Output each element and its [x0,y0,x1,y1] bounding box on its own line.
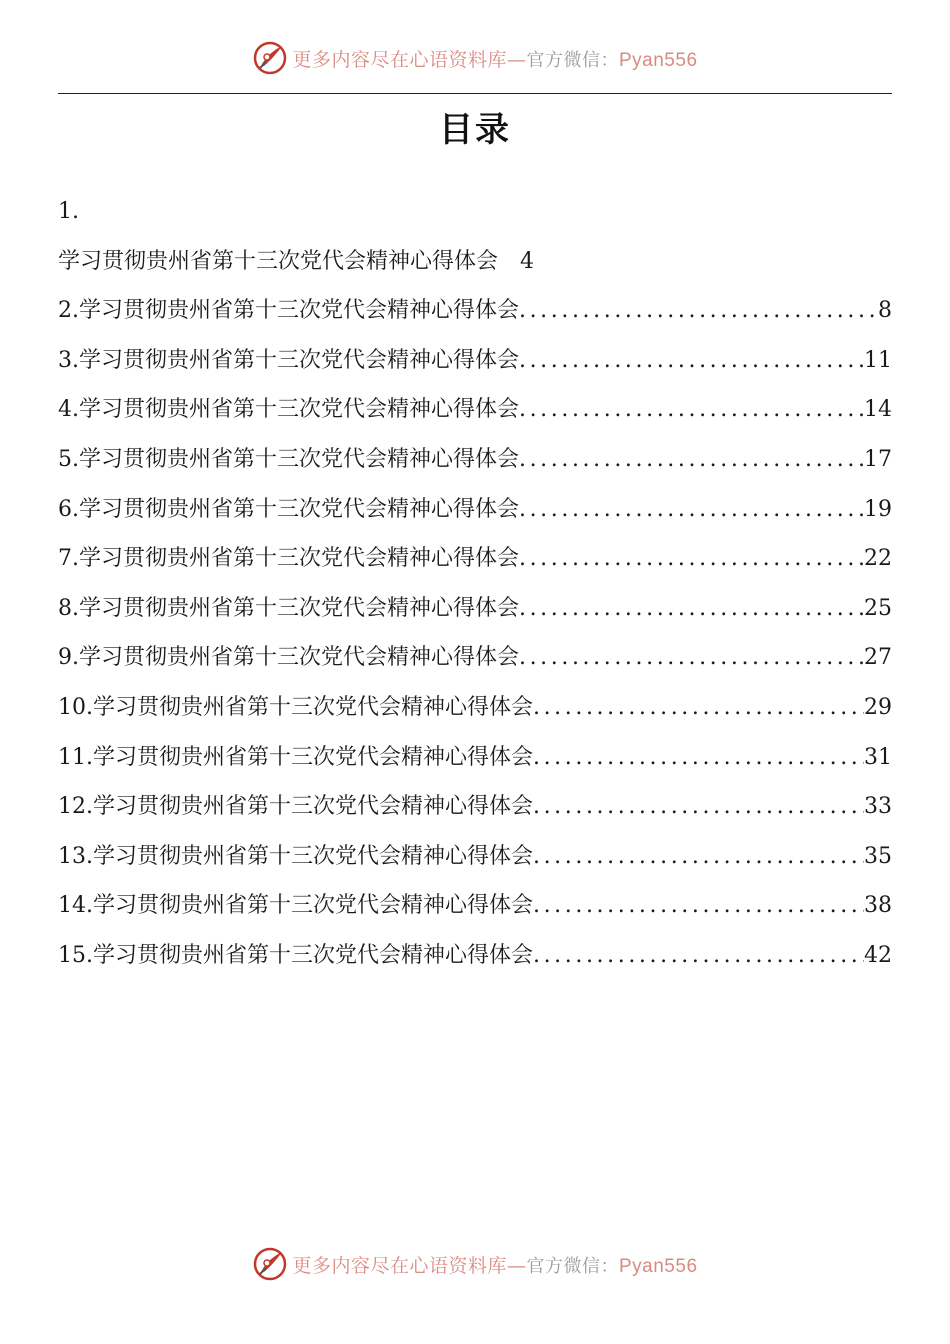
toc-dot-leader [519,584,864,634]
toc-entry-1[interactable] [58,237,892,287]
toc-dot-leader [533,931,864,981]
toc-dot-leader [519,286,878,336]
toc-entry-3[interactable] [58,336,892,386]
toc-entry-2[interactable] [58,286,892,336]
toc-entry-page: 11 [864,347,892,373]
toc-dot-leader [519,385,864,435]
toc-entry-page: 22 [864,546,892,572]
toc-dot-leader [533,881,864,931]
banner-wechat-id: Pyan556 [619,1255,698,1277]
toc-entry-page: 19 [864,496,892,522]
toc-entry-label: 8.学习贯彻贵州省第十三次党代会精神心得体会 [58,595,519,621]
banner-wechat-label: 官方微信： [526,49,619,71]
toc-entry-label: 10.学习贯彻贵州省第十三次党代会精神心得体会 [58,694,533,720]
toc-entry-9[interactable] [58,633,892,683]
toc-dot-leader [519,633,864,683]
toc-dot-leader [533,733,864,783]
toc-entry-label: 6.学习贯彻贵州省第十三次党代会精神心得体会 [58,496,519,522]
toc-entry-label: 11.学习贯彻贵州省第十三次党代会精神心得体会 [58,744,533,770]
toc-entry-12[interactable] [58,782,892,832]
toc-entry-label: 15.学习贯彻贵州省第十三次党代会精神心得体会 [58,942,533,968]
toc-entry-label: 9.学习贯彻贵州省第十三次党代会精神心得体会 [58,645,519,671]
toc-entry-label: 7.学习贯彻贵州省第十三次党代会精神心得体会 [58,546,519,572]
table-of-contents [58,187,892,981]
toc-entry-13[interactable] [58,832,892,882]
header-banner-inner [252,40,697,76]
toc-entry-page: 35 [864,843,892,869]
quill-logo-icon [252,40,288,76]
toc-entry-page: 8 [878,298,892,324]
toc-entry-page: 42 [864,942,892,968]
footer-banner-inner [252,1246,697,1282]
toc-entry-page: 17 [864,446,892,472]
footer-banner [0,1244,950,1284]
toc-dot-leader [533,782,864,832]
toc-entry-14[interactable] [58,881,892,931]
toc-entry-label: 12.学习贯彻贵州省第十三次党代会精神心得体会 [58,794,533,820]
toc-entry-page: 14 [864,397,892,423]
toc-entry-8[interactable] [58,584,892,634]
toc-entry-page: 38 [864,893,892,919]
toc-entry-15[interactable] [58,931,892,981]
header-banner [0,38,950,78]
header-rule [58,93,892,94]
toc-entry-label: 3.学习贯彻贵州省第十三次党代会精神心得体会 [58,347,519,373]
toc-entry-label: 14.学习贯彻贵州省第十三次党代会精神心得体会 [58,893,533,919]
toc-dot-leader [533,832,864,882]
footer-banner-text [292,1251,697,1278]
toc-entry-6[interactable] [58,485,892,535]
toc-entry-label: 学习贯彻贵州省第十三次党代会精神心得体会 [58,248,499,274]
toc-entry-page: 33 [864,794,892,820]
toc-entry-1-number[interactable]: 1. [58,199,79,224]
toc-entry-page: 4 [520,248,535,274]
toc-entry-11[interactable] [58,733,892,783]
quill-logo-icon [252,1246,288,1282]
toc-entry-page: 25 [864,595,892,621]
toc-dot-leader [519,485,864,535]
toc-entry-10[interactable] [58,683,892,733]
page-title: 目录 [439,110,511,150]
toc-entry-5[interactable] [58,435,892,485]
toc-entry-label: 2.学习贯彻贵州省第十三次党代会精神心得体会 [58,298,519,324]
toc-entry-4[interactable] [58,385,892,435]
toc-entry-label: 5.学习贯彻贵州省第十三次党代会精神心得体会 [58,446,519,472]
toc-entry-page: 31 [864,744,892,770]
toc-entries [58,286,892,980]
toc-dot-leader [519,435,864,485]
banner-dash: — [507,1254,527,1277]
toc-entry-label: 4.学习贯彻贵州省第十三次党代会精神心得体会 [58,397,519,423]
banner-brand: 更多内容尽在心语资料库 [292,48,507,71]
toc-dot-leader [519,336,864,386]
banner-dash: — [507,48,527,71]
toc-dot-leader [519,534,864,584]
toc-entry-label: 13.学习贯彻贵州省第十三次党代会精神心得体会 [58,843,533,869]
banner-brand: 更多内容尽在心语资料库 [292,1254,507,1277]
toc-entry-page: 27 [864,645,892,671]
banner-wechat-id: Pyan556 [619,49,698,71]
banner-wechat-label: 官方微信： [526,1255,619,1277]
header-banner-text [292,45,697,72]
toc-entry-7[interactable] [58,534,892,584]
toc-entry-page: 29 [864,694,892,720]
toc-dot-leader [533,683,864,733]
